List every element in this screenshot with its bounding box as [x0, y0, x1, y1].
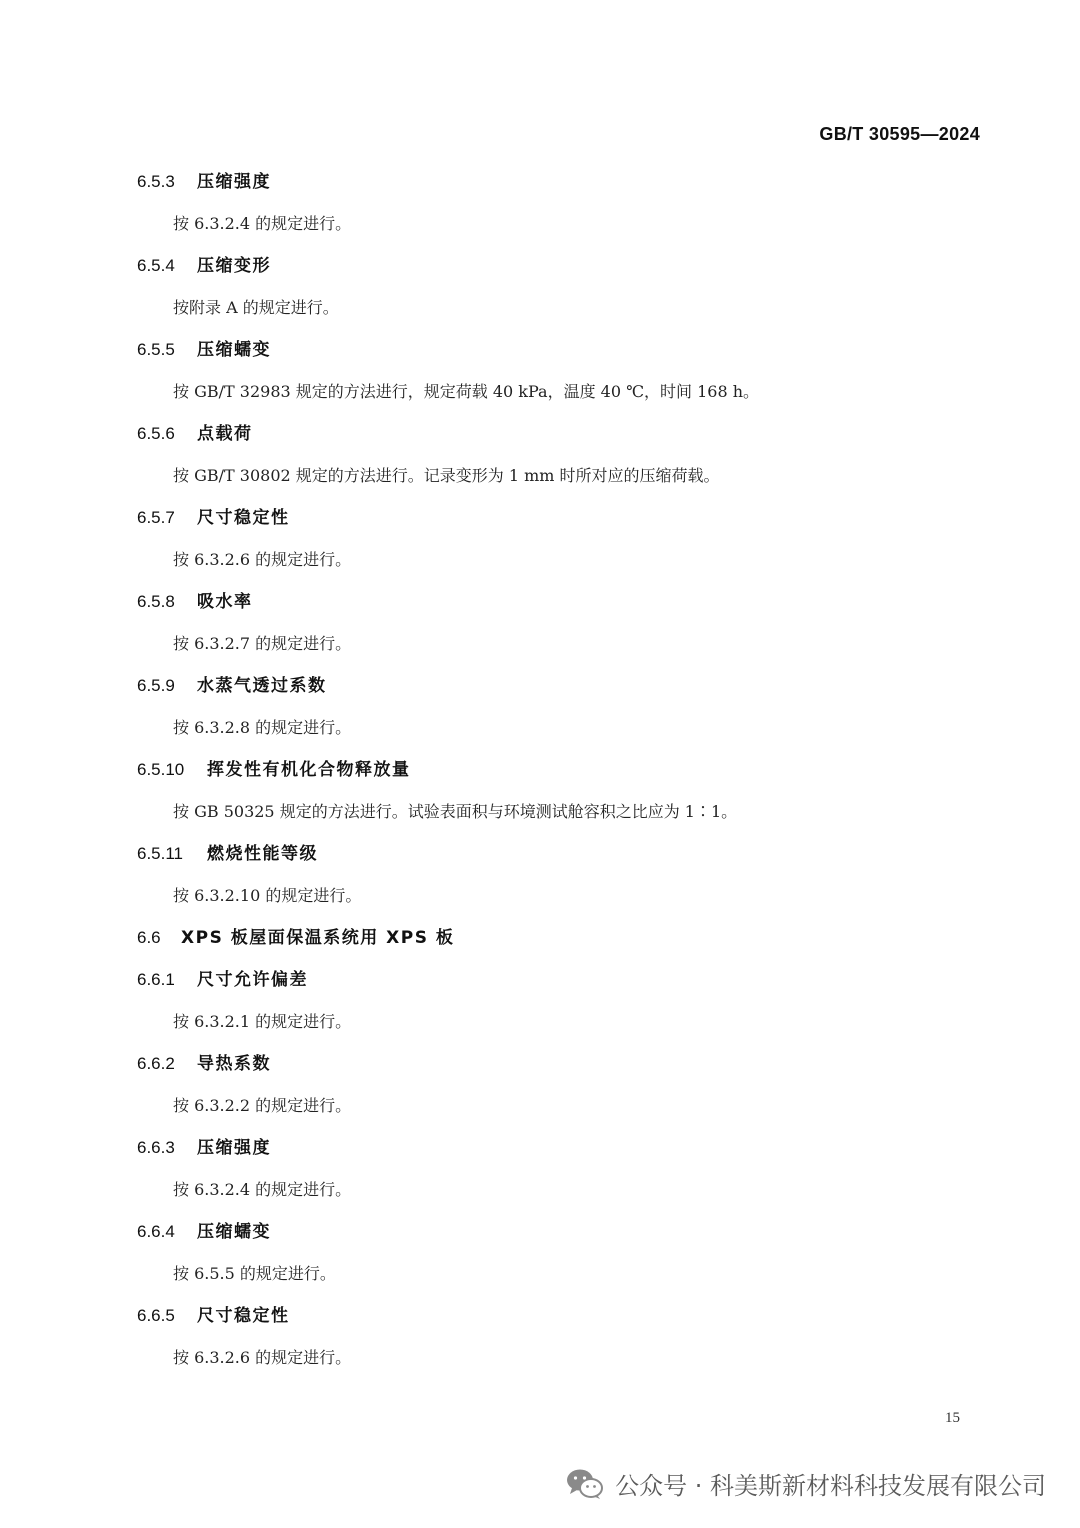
section-heading — [137, 1132, 997, 1174]
section-heading — [137, 1048, 997, 1090]
section-number: 6.5.3 — [137, 172, 175, 191]
clause-title: XPS 板屋面保温系统用 XPS 板 — [181, 928, 455, 948]
wechat-icon — [565, 1467, 605, 1501]
section-number: 6.6.4 — [137, 1222, 175, 1241]
section-number: 6.6.5 — [137, 1306, 175, 1325]
section-heading — [137, 754, 997, 796]
clause-number: 6.6 — [137, 928, 161, 947]
section-text: 按 6.3.2.7 的规定进行。 — [173, 634, 352, 653]
section-title: 压缩蠕变 — [197, 340, 271, 360]
section-title: 水蒸气透过系数 — [197, 676, 327, 696]
section-heading — [137, 502, 997, 544]
section-text: 按 6.3.2.6 的规定进行。 — [173, 1348, 352, 1367]
section-number: 6.6.1 — [137, 970, 175, 989]
section-title: 压缩蠕变 — [197, 1222, 271, 1242]
section-text: 按 6.3.2.1 的规定进行。 — [173, 1012, 352, 1031]
section-text: 按 6.3.2.4 的规定进行。 — [173, 1180, 352, 1199]
page-number: 15 — [945, 1410, 960, 1426]
section-number: 6.5.4 — [137, 256, 175, 275]
document-body — [137, 166, 997, 1384]
section-text: 按 GB/T 32983 规定的方法进行，规定荷载 40 kPa，温度 40 ℃，时间 168 h。 — [173, 382, 760, 401]
section-text: 按 6.3.2.4 的规定进行。 — [173, 214, 352, 233]
section-text: 按 6.3.2.6 的规定进行。 — [173, 550, 352, 569]
section-title: 燃烧性能等级 — [207, 844, 318, 864]
section-text: 按 6.3.2.2 的规定进行。 — [173, 1096, 352, 1115]
document-code: GB/T 30595—2024 — [819, 124, 980, 144]
section-title: 压缩强度 — [197, 1138, 271, 1158]
section-title: 压缩变形 — [197, 256, 271, 276]
section-number: 6.5.9 — [137, 676, 175, 695]
section-heading — [137, 964, 997, 1006]
section-number: 6.6.2 — [137, 1054, 175, 1073]
section-heading — [137, 586, 997, 628]
section-heading — [137, 418, 997, 460]
section-title: 吸水率 — [197, 592, 253, 612]
section-text: 按 6.3.2.8 的规定进行。 — [173, 718, 352, 737]
section-number: 6.5.10 — [137, 760, 185, 779]
section-title: 点载荷 — [197, 424, 253, 444]
section-number: 6.6.3 — [137, 1138, 175, 1157]
section-heading — [137, 1300, 997, 1342]
section-number: 6.5.7 — [137, 508, 175, 527]
section-heading — [137, 166, 997, 208]
watermark — [565, 1466, 1046, 1501]
section-text: 按 6.3.2.10 的规定进行。 — [173, 886, 362, 905]
section-heading — [137, 334, 997, 376]
section-heading — [137, 670, 997, 712]
section-title: 压缩强度 — [197, 172, 271, 192]
section-title: 挥发性有机化合物释放量 — [207, 760, 411, 780]
section-title: 导热系数 — [197, 1054, 271, 1074]
section-title: 尺寸稳定性 — [197, 508, 290, 528]
section-heading — [137, 838, 997, 880]
section-text: 按 GB/T 30802 规定的方法进行。记录变形为 1 mm 时所对应的压缩荷载。 — [173, 466, 720, 485]
section-number: 6.5.8 — [137, 592, 175, 611]
section-number: 6.5.6 — [137, 424, 175, 443]
section-number: 6.5.11 — [137, 844, 184, 863]
section-title: 尺寸稳定性 — [197, 1306, 290, 1326]
section-text: 按 GB 50325 规定的方法进行。试验表面积与环境测试舱容积之比应为 1∶1。 — [173, 802, 738, 821]
section-number: 6.5.5 — [137, 340, 175, 359]
watermark-text: 公众号 · 科美斯新材料科技发展有限公司 — [615, 1472, 1046, 1500]
section-heading — [137, 1216, 997, 1258]
section-heading — [137, 250, 997, 292]
section-title: 尺寸允许偏差 — [197, 970, 308, 990]
clause-heading — [137, 922, 997, 964]
section-text: 按 6.5.5 的规定进行。 — [173, 1264, 336, 1283]
section-text: 按附录 A 的规定进行。 — [173, 298, 339, 317]
